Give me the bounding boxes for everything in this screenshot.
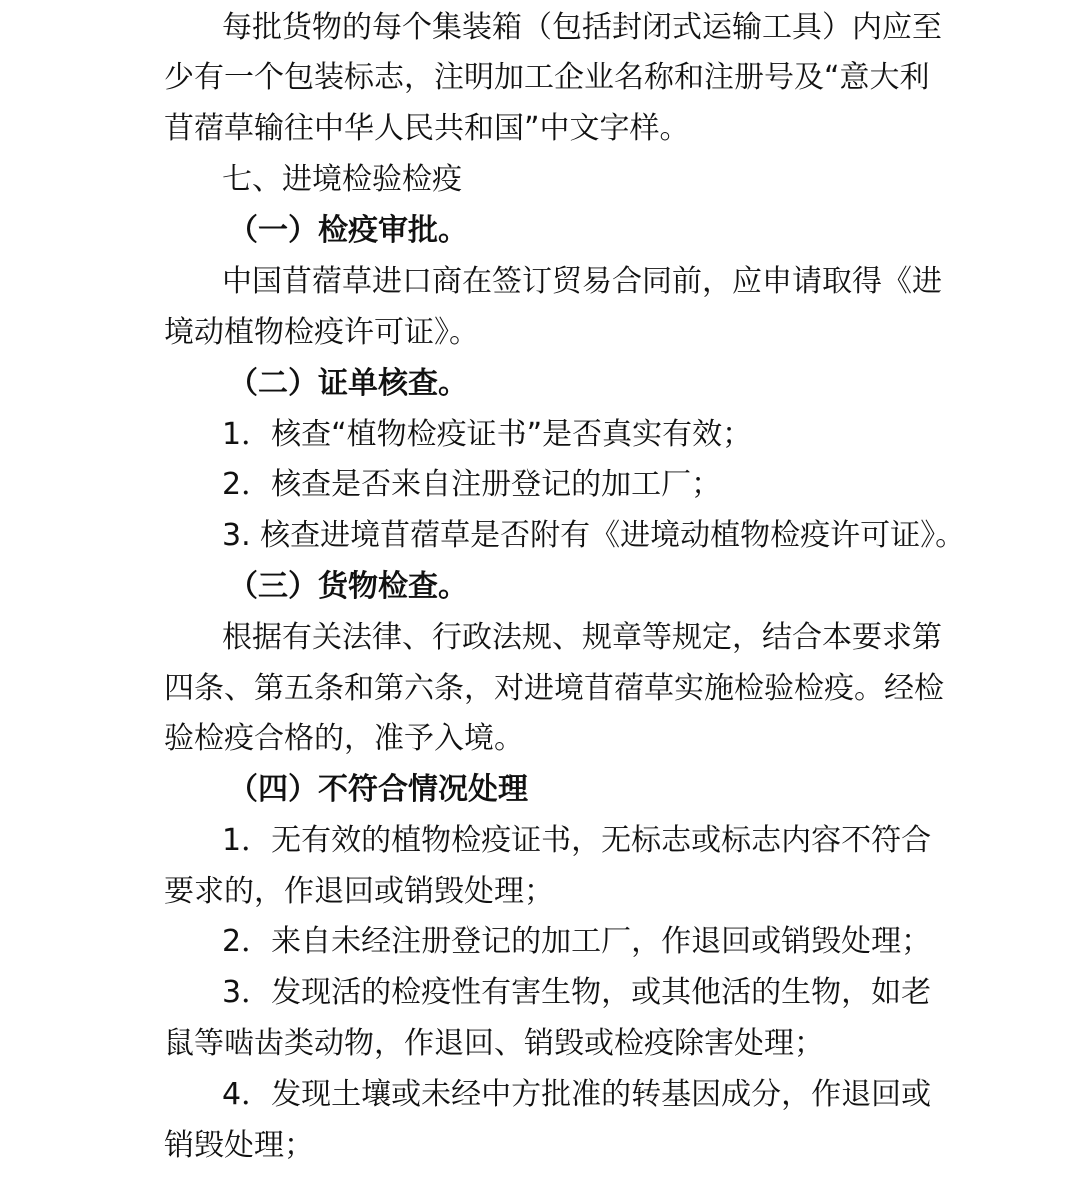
paragraph-1-line-1: 每批货物的每个集装箱（包括封闭式运输工具）内应至	[222, 10, 942, 45]
subsection-4-item-4-line-2: 销毁处理；	[164, 1128, 314, 1163]
subsection-1-line-2: 境动植物检疫许可证》。	[164, 315, 479, 350]
subsection-4-item-1-line-1: 1．无有效的植物检疫证书，无标志或标志内容不符合	[222, 823, 932, 858]
subsection-1-title: （一）检疫审批。	[228, 213, 468, 248]
paragraph-1-line-3: 苜蓿草输往中华人民共和国”中文字样。	[164, 111, 690, 146]
subsection-2-title: （二）证单核查。	[228, 366, 468, 401]
subsection-3-title: （三）货物检查。	[228, 569, 468, 604]
subsection-2-item-2: 2．核查是否来自注册登记的加工厂；	[222, 467, 722, 502]
subsection-4-item-2: 2．来自未经注册登记的加工厂，作退回或销毁处理；	[222, 924, 932, 959]
subsection-2-item-1: 1．核查“植物检疫证书”是否真实有效；	[222, 417, 753, 452]
subsection-1-line-1: 中国苜蓿草进口商在签订贸易合同前，应申请取得《进	[222, 264, 942, 299]
paragraph-1-line-2: 少有一个包装标志，注明加工企业名称和注册号及“意大利	[164, 60, 930, 95]
subsection-4-item-1-line-2: 要求的，作退回或销毁处理；	[164, 874, 554, 909]
subsection-4-item-4-line-1: 4．发现土壤或未经中方批准的转基因成分，作退回或	[222, 1077, 932, 1112]
subsection-4-item-3-line-1: 3．发现活的检疫性有害生物，或其他活的生物，如老	[222, 975, 932, 1010]
section-7-title: 七、进境检验检疫	[222, 162, 462, 197]
subsection-4-item-3-line-2: 鼠等啮齿类动物，作退回、销毁或检疫除害处理；	[164, 1026, 824, 1061]
subsection-3-line-1: 根据有关法律、行政法规、规章等规定，结合本要求第	[222, 620, 942, 655]
subsection-2-item-3: 3. 核查进境苜蓿草是否附有《进境动植物检疫许可证》。	[222, 518, 966, 553]
subsection-3-line-3: 验检疫合格的，准予入境。	[164, 721, 524, 756]
subsection-3-line-2: 四条、第五条和第六条，对进境苜蓿草实施检验检疫。经检	[164, 671, 944, 706]
subsection-4-title: （四）不符合情况处理	[228, 772, 528, 807]
